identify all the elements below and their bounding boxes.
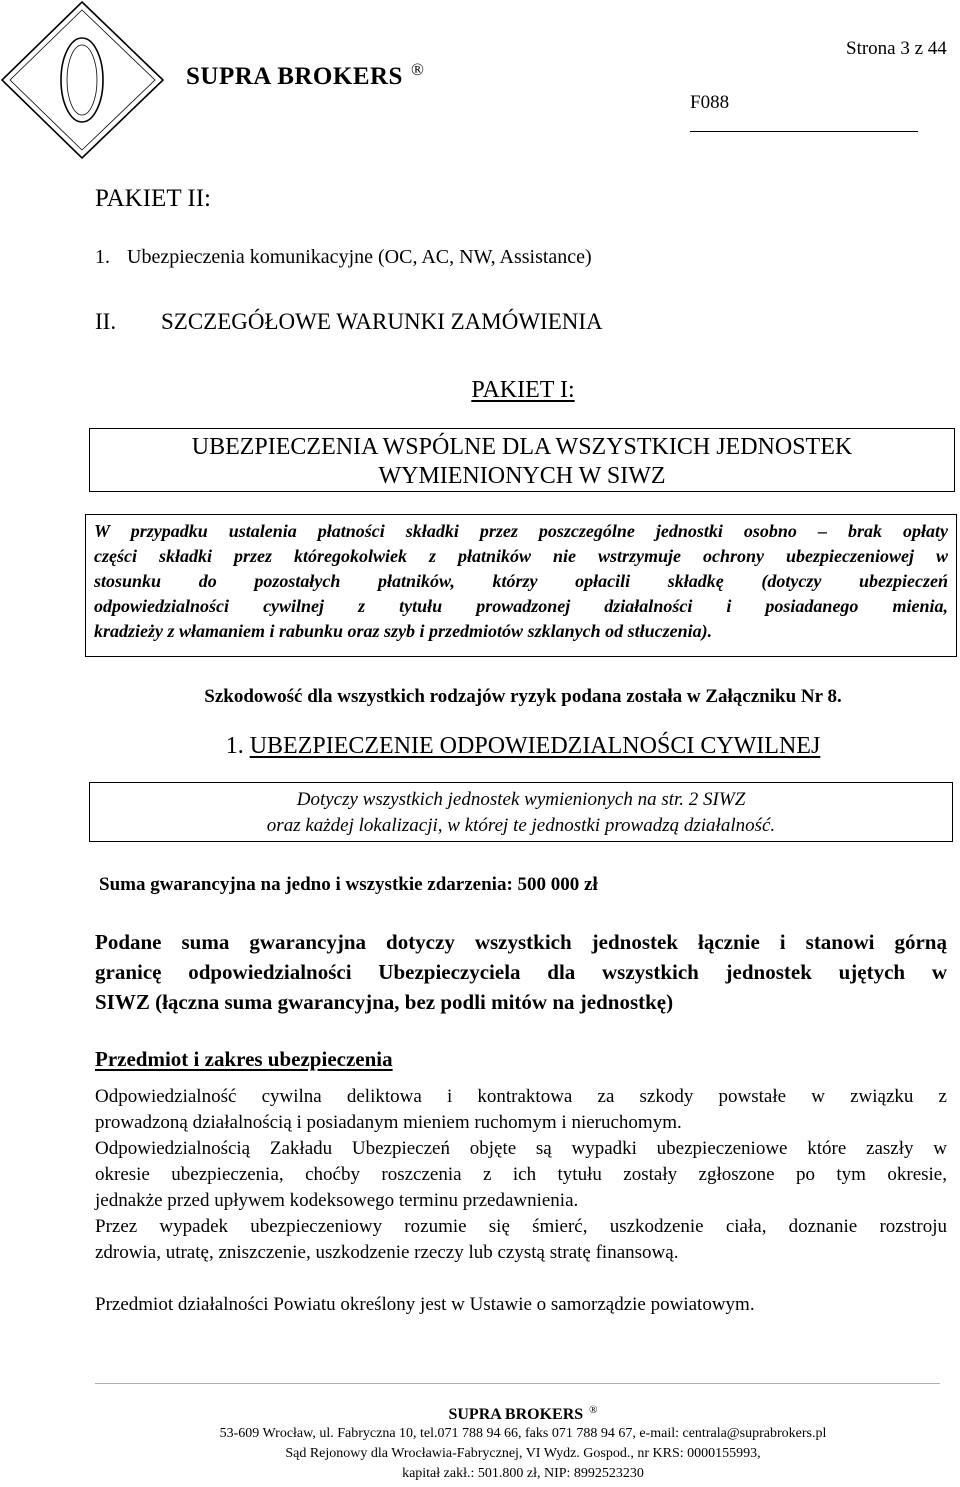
- form-code: F088: [690, 92, 730, 113]
- claims-history-note: Szkodowość dla wszystkich rodzajów ryzyk podana została w Załączniku Nr 8.: [204, 686, 842, 707]
- paragraph-line: okresie ubezpieczenia, choćby roszczenia z ich tytułu zostały zgłoszone po tym okresie,: [95, 1164, 947, 1185]
- header-rule: [690, 131, 918, 132]
- payment-notice-box: [85, 514, 957, 657]
- notice-line: W przypadku ustalenia płatności składki przez poszczególne jednostki osobno – brak opłaty: [94, 521, 948, 541]
- notice-line: stosunku do pozostałych płatników, którzy opłacili składkę (dotyczy ubezpieczeń: [94, 571, 948, 591]
- footer-registered-mark: ®: [589, 1404, 598, 1416]
- subject-heading: Przedmiot i zakres ubezpieczenia: [95, 1047, 393, 1071]
- section1-heading: 1. UBEZPIECZENIE ODPOWIEDZIALNOŚCI CYWILNEJ: [225, 733, 821, 759]
- footer-address: 53-609 Wrocław, ul. Fabryczna 10, tel.071 788 94 66, faks 071 788 94 67, e-mail: centrala@suprabrokers.pl: [219, 1426, 827, 1441]
- paragraph-activity: [95, 1292, 947, 1318]
- package1-box-line1: UBEZPIECZENIA WSPÓLNE DLA WSZYSTKICH JEDNOSTEK: [191, 434, 853, 460]
- header-brand: SUPRA BROKERS ®: [186, 60, 425, 90]
- package2-item: 1. Ubezpieczenia komunikacyjne (OC, AC, NW, Assistance): [95, 246, 592, 268]
- notice-line: części składki przez któregokolwiek z płatników nie wstrzymuje ochrony ubezpieczeniowej w: [94, 546, 948, 566]
- package1-box: [89, 428, 955, 492]
- footer-brand: SUPRA BROKERS ®: [448, 1404, 598, 1423]
- notice-line: odpowiedzialności cywilnej z tytułu prowadzonej działalności i posiadanego mienia,: [94, 596, 948, 616]
- registered-mark: ®: [410, 60, 425, 79]
- paragraph-line: jednakże przed upływem kodeksowego terminu przedawnienia.: [95, 1190, 579, 1211]
- paragraph-liability: [95, 1084, 947, 1136]
- paragraph-coverage: [95, 1136, 947, 1214]
- company-logo: [0, 0, 165, 160]
- scope-line1: Dotyczy wszystkich jednostek wymienionych na str. 2 SIWZ: [296, 789, 746, 810]
- aggregate-line: Podane suma gwarancyjna dotyczy wszystkich jednostek łącznie i stanowi górną: [95, 930, 947, 954]
- paragraph-line: Przedmiot działalności Powiatu określony jest w Ustawie o samorządzie powiatowym.: [95, 1294, 755, 1315]
- paragraph-line: Odpowiedzialność cywilna deliktowa i kontraktowa za szkody powstałe w związku z: [95, 1086, 947, 1107]
- package2-title: PAKIET II:: [95, 185, 211, 212]
- aggregate-line: granicę odpowiedzialności Ubezpieczyciela dla wszystkich jednostek ujętych w: [95, 960, 947, 984]
- footer-court: Sąd Rejonowy dla Wrocławia-Fabrycznej, VI Wydz. Gospod., nr KRS: 0000155993,: [285, 1446, 761, 1461]
- paragraph-line: prowadzoną działalnością i posiadanym mieniem ruchomym i nieruchomym.: [95, 1112, 682, 1133]
- paragraph-line: Przez wypadek ubezpieczeniowy rozumie się śmierć, uszkodzenie ciała, doznanie rozstroju: [95, 1216, 947, 1237]
- footer-rule: [95, 1383, 940, 1384]
- scope-line2: oraz każdej lokalizacji, w której te jednostki prowadzą działalność.: [266, 815, 776, 836]
- paragraph-line: Odpowiedzialnością Zakładu Ubezpieczeń objęte są wypadki ubezpieczeniowe które zaszły w: [95, 1138, 947, 1159]
- section2-heading: II. SZCZEGÓŁOWE WARUNKI ZAMÓWIENIA: [95, 309, 603, 334]
- paragraph-line: zdrowia, utratę, zniszczenie, uszkodzenie rzeczy lub czystą stratę finansową.: [95, 1242, 679, 1263]
- notice-line: kradzieży z włamaniem i rabunku oraz szyb i przedmiotów szklanych od stłuczenia).: [94, 621, 713, 641]
- package1-title: PAKIET I:: [471, 377, 575, 403]
- aggregate-line: SIWZ (łączna suma gwarancyjna, bez podli mitów na jednostkę): [95, 990, 674, 1014]
- aggregate-limit-note: [95, 927, 947, 1017]
- page-number: Strona 3 z 44: [846, 38, 947, 59]
- sum-insured: Suma gwarancyjna na jedno i wszystkie zdarzenia: 500 000 zł: [99, 874, 598, 895]
- footer-capital: kapitał zakł.: 501.800 zł, NIP: 8992523230: [402, 1466, 644, 1481]
- scope-box: [89, 782, 953, 842]
- paragraph-definition: [95, 1214, 947, 1266]
- package1-box-line2: WYMIENIONYCH W SIWZ: [378, 463, 666, 489]
